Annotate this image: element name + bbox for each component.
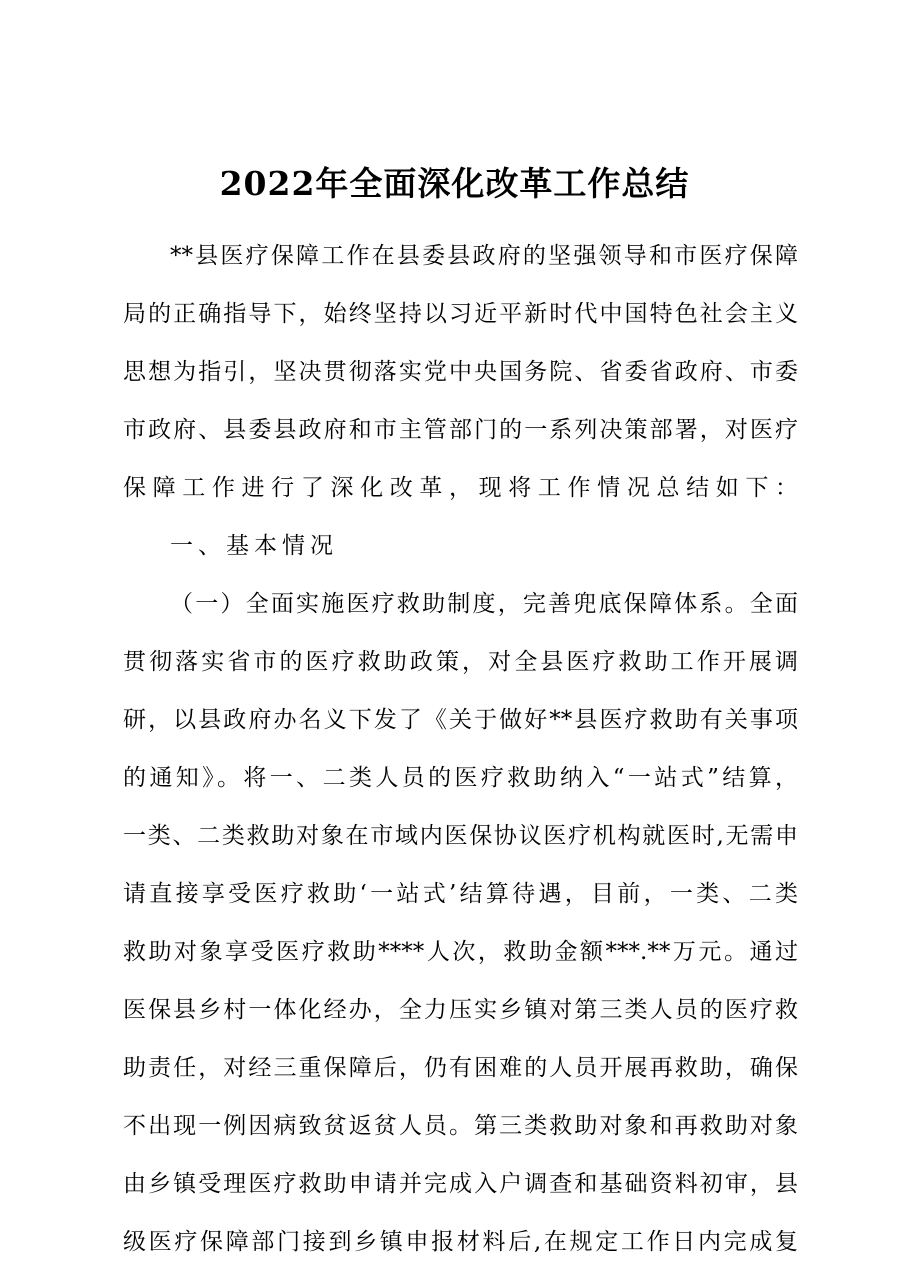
- paragraph-line: 不出现一例因病致贫返贫人员。第三类救助对象和再救助对象: [123, 1113, 798, 1139]
- paragraph-line: 一类、二类救助对象在市域内医保协议医疗机构就医时,无需申: [123, 823, 798, 849]
- paragraph-line: 医保县乡村一体化经办，全力压实乡镇对第三类人员的医疗救: [123, 997, 798, 1023]
- paragraph-line: 市政府、县委县政府和市主管部门的一系列决策部署，对医疗: [123, 417, 798, 443]
- paragraph-line: 思想为指引，坚决贯彻落实党中央国务院、省委省政府、市委: [123, 359, 798, 385]
- paragraph-line: 局的正确指导下，始终坚持以习近平新时代中国特色社会主义: [123, 301, 798, 327]
- paragraph-line: 级医疗保障部门接到乡镇申报材料后,在规定工作日内完成复: [123, 1229, 798, 1255]
- paragraph-line: 请直接享受医疗救助‘一站式’结算待遇，目前，一类、二类: [123, 881, 798, 907]
- paragraph-line: （一）全面实施医疗救助制度，完善兜底保障体系。全面: [170, 591, 798, 617]
- paragraph-line: 研，以县政府办名义下发了《关于做好**县医疗救助有关事项: [123, 707, 798, 733]
- paragraph-line: 保障工作进行了深化改革，现将工作情况总结如下：: [123, 475, 798, 501]
- paragraph-line: 贯彻落实省市的医疗救助政策，对全县医疗救助工作开展调: [123, 649, 798, 675]
- paragraph-line: 的通知》。将一、二类人员的医疗救助纳入“一站式”结算，: [123, 765, 798, 791]
- section-heading: 一、基本情况: [170, 533, 338, 559]
- paragraph-line: 救助对象享受医疗救助****人次，救助金额***.**万元。通过: [123, 939, 798, 965]
- paragraph-line: 助责任，对经三重保障后，仍有困难的人员开展再救助，确保: [123, 1055, 798, 1081]
- document-title: 2022年全面深化改革工作总结: [219, 164, 690, 203]
- paragraph-line: **县医疗保障工作在县委县政府的坚强领导和市医疗保障: [170, 243, 798, 269]
- paragraph-line: 由乡镇受理医疗救助申请并完成入户调查和基础资料初审，县: [123, 1171, 798, 1197]
